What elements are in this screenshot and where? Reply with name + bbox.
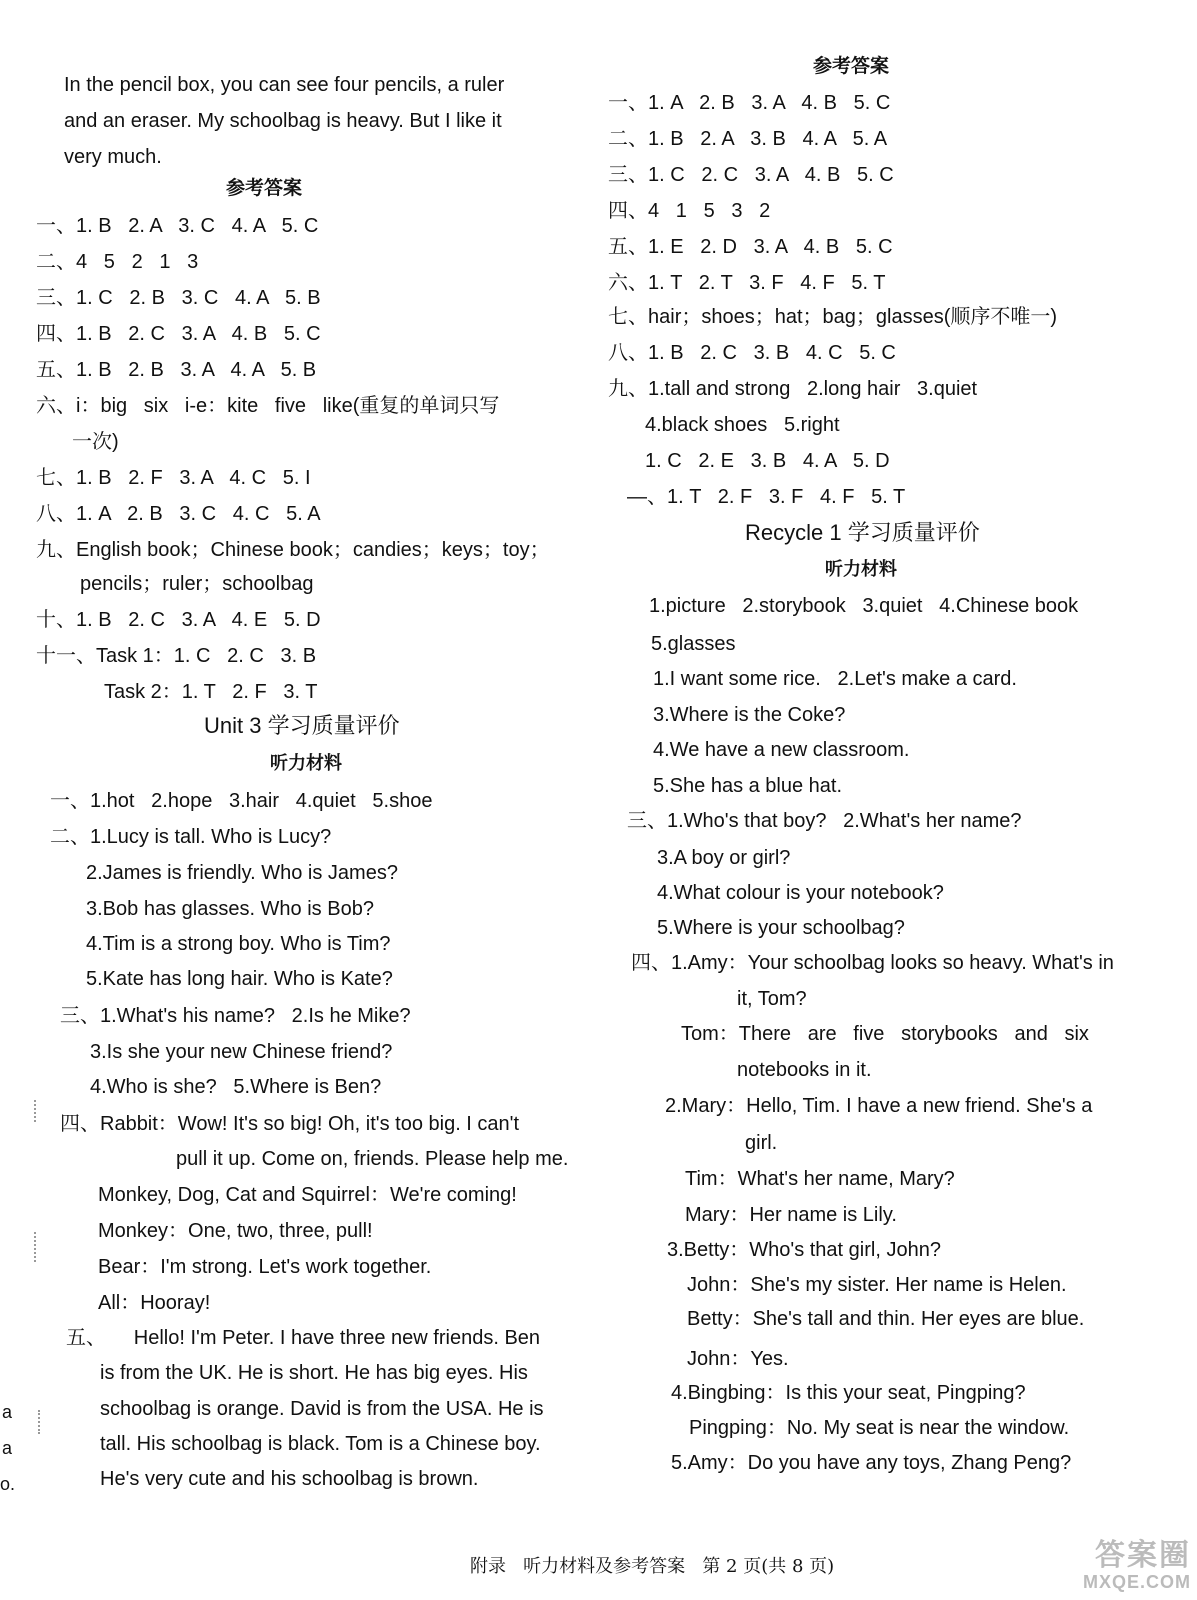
listening-line: 1.picture 2.storybook 3.quiet 4.Chinese book xyxy=(649,595,1079,617)
answer-line: 一次) xyxy=(72,431,119,453)
listening-line: 4.Tim is a strong boy. Who is Tim? xyxy=(86,933,391,955)
section-subtitle: 听力材料 xyxy=(825,559,897,579)
answer-line: 八、1. A 2. B 3. C 4. C 5. A xyxy=(36,503,321,525)
listening-line: tall. His schoolbag is black. Tom is a Chinese boy. xyxy=(100,1433,541,1455)
listening-line: 五、 Hello! I'm Peter. I have three new friends. Ben xyxy=(66,1327,541,1349)
answer-line: 十、1. B 2. C 3. A 4. E 5. D xyxy=(36,609,321,631)
answer-line: 五、1. E 2. D 3. A 4. B 5. C xyxy=(608,236,893,258)
margin-mark: o. xyxy=(0,1474,16,1494)
listening-line: 5.She has a blue hat. xyxy=(653,775,843,797)
answer-line: 三、1. C 2. B 3. C 4. A 5. B xyxy=(36,287,321,309)
answer-line: 九、English book；Chinese book；candies；keys；toy； xyxy=(36,539,550,561)
listening-line: 三、1.Who's that boy? 2.What's her name? xyxy=(627,810,1022,832)
answer-line: 七、hair；shoes；hat；bag；glasses(顺序不唯一) xyxy=(608,306,1058,328)
answer-line: 二、4 5 2 1 3 xyxy=(36,251,199,273)
listening-line: notebooks in it. xyxy=(737,1059,872,1081)
answer-line: 三、1. C 2. C 3. A 4. B 5. C xyxy=(608,164,894,186)
binding-dots xyxy=(34,1232,36,1262)
listening-line: 1.I want some rice. 2.Let's make a card. xyxy=(653,668,1017,690)
listening-line: pull it up. Come on, friends. Please help me. xyxy=(176,1148,569,1170)
answer-line: 六、1. T 2. T 3. F 4. F 5. T xyxy=(608,272,886,294)
answer-line: 4.black shoes 5.right xyxy=(645,414,840,436)
text-line: In the pencil box, you can see four pencils, a ruler xyxy=(64,74,505,96)
listening-line: it, Tom? xyxy=(737,988,807,1010)
margin-mark: a xyxy=(2,1438,13,1458)
listening-line: Tim：What's her name, Mary? xyxy=(685,1168,955,1190)
answer-line: 八、1. B 2. C 3. B 4. C 5. C xyxy=(608,342,896,364)
watermark-text: 答案圈 xyxy=(1095,1539,1191,1572)
answer-line: —、1. T 2. F 3. F 4. F 5. T xyxy=(627,486,906,508)
listening-line: Mary：Her name is Lily. xyxy=(685,1204,897,1226)
answer-line: 四、1. B 2. C 3. A 4. B 5. C xyxy=(36,323,321,345)
listening-line: Betty：She's tall and thin. Her eyes are blue. xyxy=(687,1308,1085,1330)
listening-line: John：She's my sister. Her name is Helen. xyxy=(687,1274,1067,1296)
text-line: very much. xyxy=(64,146,162,168)
answer-line: 五、1. B 2. B 3. A 4. A 5. B xyxy=(36,359,317,381)
listening-line: 5.Amy：Do you have any toys, Zhang Peng? xyxy=(671,1452,1072,1474)
page-footer: 附录 听力材料及参考答案 第 2 页(共 8 页) xyxy=(470,1556,835,1577)
listening-line: 四、1.Amy：Your schoolbag looks so heavy. What's in xyxy=(631,952,1114,974)
section-title: Recycle 1 学习质量评价 xyxy=(745,520,980,545)
listening-line: 5.glasses xyxy=(651,633,736,655)
listening-line: schoolbag is orange. David is from the USA. He is xyxy=(100,1398,544,1420)
listening-line: 3.A boy or girl? xyxy=(657,847,791,869)
binding-dots xyxy=(34,1100,36,1122)
listening-line: 二、1.Lucy is tall. Who is Lucy? xyxy=(50,826,332,848)
binding-dots xyxy=(38,1410,40,1434)
answer-line: 七、1. B 2. F 3. A 4. C 5. I xyxy=(36,467,311,489)
listening-line: Tom：There are five storybooks and six xyxy=(681,1023,1089,1045)
listening-line: John：Yes. xyxy=(687,1348,789,1370)
listening-line: 2.Mary：Hello, Tim. I have a new friend. She's a xyxy=(665,1095,1093,1117)
answer-line: 一、1. A 2. B 3. A 4. B 5. C xyxy=(608,92,891,114)
watermark-logo xyxy=(1041,1540,1191,1596)
listening-line: Bear：I'm strong. Let's work together. xyxy=(98,1256,432,1278)
listening-line: 一、1.hot 2.hope 3.hair 4.quiet 5.shoe xyxy=(50,790,433,812)
listening-line: 5.Kate has long hair. Who is Kate? xyxy=(86,968,393,990)
listening-line: 4.Who is she? 5.Where is Ben? xyxy=(90,1076,382,1098)
answer-line: 四、4 1 5 3 2 xyxy=(608,200,771,222)
section-heading: 参考答案 xyxy=(813,56,890,77)
section-heading: 参考答案 xyxy=(226,178,303,199)
section-subtitle: 听力材料 xyxy=(270,753,342,773)
answer-line: 1. C 2. E 3. B 4. A 5. D xyxy=(645,450,890,472)
listening-line: 3.Bob has glasses. Who is Bob? xyxy=(86,898,374,920)
text-line: and an eraser. My schoolbag is heavy. But I like it xyxy=(64,110,502,132)
listening-line: 3.Betty：Who's that girl, John? xyxy=(667,1239,941,1261)
section-title: Unit 3 学习质量评价 xyxy=(204,713,400,738)
listening-line: Monkey, Dog, Cat and Squirrel：We're coming! xyxy=(98,1184,517,1206)
answer-line: 九、1.tall and strong 2.long hair 3.quiet xyxy=(608,378,978,400)
listening-line: 5.Where is your schoolbag? xyxy=(657,917,905,939)
answer-line: Task 2：1. T 2. F 3. T xyxy=(104,681,318,703)
listening-line: Monkey：One, two, three, pull! xyxy=(98,1220,373,1242)
listening-line: is from the UK. He is short. He has big eyes. His xyxy=(100,1362,528,1384)
answer-line: 十一、Task 1：1. C 2. C 3. B xyxy=(36,645,317,667)
listening-line: 2.James is friendly. Who is James? xyxy=(86,862,398,884)
listening-line: 四、Rabbit：Wow! It's so big! Oh, it's too big. I can't xyxy=(60,1113,520,1135)
listening-line: girl. xyxy=(745,1132,778,1154)
listening-line: 3.Where is the Coke? xyxy=(653,704,846,726)
answer-line: 二、1. B 2. A 3. B 4. A 5. A xyxy=(608,128,888,150)
listening-line: 3.Is she your new Chinese friend? xyxy=(90,1041,393,1063)
listening-line: All：Hooray! xyxy=(98,1292,211,1314)
listening-line: Pingping：No. My seat is near the window. xyxy=(689,1417,1070,1439)
watermark-url: MXQE.COM xyxy=(1082,1572,1191,1592)
listening-line: 4.What colour is your notebook? xyxy=(657,882,944,904)
listening-line: 4.We have a new classroom. xyxy=(653,739,910,761)
listening-line: 三、1.What's his name? 2.Is he Mike? xyxy=(60,1005,411,1027)
answer-line: 六、i：big six i-e：kite five like(重复的单词只写 xyxy=(36,395,500,417)
answer-line: pencils；ruler；schoolbag xyxy=(80,573,314,595)
answer-line: 一、1. B 2. A 3. C 4. A 5. C xyxy=(36,215,319,237)
margin-mark: a xyxy=(2,1402,13,1422)
listening-line: 4.Bingbing：Is this your seat, Pingping? xyxy=(671,1382,1026,1404)
listening-line: He's very cute and his schoolbag is brown. xyxy=(100,1468,479,1490)
